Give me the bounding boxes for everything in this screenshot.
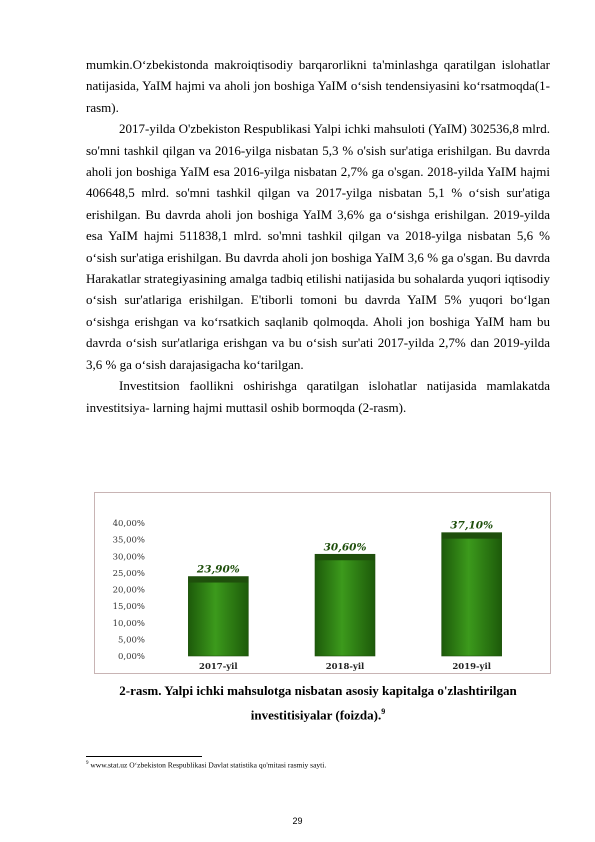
y-tick-label: 5,00% <box>117 635 145 646</box>
bar-data-label: 30,60% <box>323 541 367 554</box>
paragraph-1: mumkin.O‘zbekistonda makroiqtisodiy barqarorlikni ta'minlashga qaratilgan islohatlar natijasida, YaIM hajmi va aholi jon boshiga YaIM o‘sish tendensiyasini ko‘rsatmoqda(1-rasm). <box>86 57 550 115</box>
caption-text: 2-rasm. Yalpi ichki mahsulotga nisbatan asosiy kapitalga o'zlashtirilgan investitisiyalar (foizda). <box>119 683 517 723</box>
bar-chart-svg <box>95 493 550 673</box>
y-tick-label: 15,00% <box>112 602 145 613</box>
caption-footnote-ref: 9 <box>381 707 386 717</box>
footnote-text: www.stat.uz O‘zbekiston Respublikasi Davlat statistika qo'mitasi rasmiy sayti. <box>90 760 327 770</box>
investment-chart <box>94 492 551 674</box>
x-tick-label: 2018-yil <box>325 662 365 672</box>
y-tick-label: 40,00% <box>112 519 145 529</box>
body-text <box>86 54 550 418</box>
bar <box>315 554 375 656</box>
y-tick-label: 20,00% <box>112 585 145 596</box>
y-axis <box>113 519 145 662</box>
bar-cap <box>315 554 375 560</box>
x-tick-label: 2017-yil <box>199 662 238 672</box>
figure-caption <box>86 680 550 726</box>
bars-group <box>188 520 501 656</box>
bar <box>188 577 248 656</box>
y-tick-label: 10,00% <box>112 618 145 629</box>
y-tick-label: 35,00% <box>112 535 145 546</box>
footnote-divider <box>86 756 202 757</box>
page-number: 29 <box>292 816 303 826</box>
footnote-number: 9 <box>86 761 89 766</box>
y-tick-label: 25,00% <box>112 568 145 579</box>
bar <box>442 533 502 656</box>
x-axis <box>199 662 492 672</box>
x-tick-label: 2019-yil <box>452 662 491 672</box>
bar-data-label: 37,10% <box>450 519 494 532</box>
y-tick-label: 0,00% <box>117 652 145 662</box>
bar-cap <box>188 577 248 583</box>
bar-data-label: 23,90% <box>196 563 240 576</box>
footnote <box>86 759 326 771</box>
bar-cap <box>442 533 502 539</box>
paragraph-2: 2017-yilda O'zbekiston Respublikasi Yalpi ichki mahsuloti (YaIM) 302536,8 mlrd. so'mni tashkil qilgan va 2016-yilga nisbatan 5,3 % o'sish sur'atiga erishilgan. Bu davrda aholi jon boshiga YaIM esa 2016-yilga nisbatan 2,7% ga o'sgan. 2018-yilda YaIM hajmi 406648,5 mlrd. so'mni tashkil qilgan va 2017-yilga nisbatan 5,1 % o‘sish sur'atiga erishilgan. Bu davrda aholi jon boshiga YaIM 3,6% ga o‘sishga erishilgan. 2019-yilda esa YaIM hajmi 511838,1 mlrd. so'mni tashkil qilgan va 2018-yilga nisbatan 5,6 % o‘sish sur'atiga erishilgan. Bu davrda aholi jon boshiga YaIM 3,6 % ga o'sgan. Bu davrda Harakatlar strategiyasining amalga tadbiq etilishi natijasida bu sohalarda yuqori iqtisodiy o‘sish sur'atlariga erishilgan. E'tiborli tomoni bu davrda YaIM 5% yuqori bo‘lgan o‘sishga erishgan va ko‘rsatkich saqlanib qolmoqda. Aholi jon boshiga YaIM ham bu davrda o‘sish sur'atlariga erishgan va bu o‘sish sur'ati 2017-yilda 2,7% dan 2019-yilda 3,6 % ga o‘sish darajasigacha ko‘tarilgan. <box>86 121 550 372</box>
paragraph-3: Investitsion faollikni oshirishga qaratilgan islohatlar natijasida mamlakatda investitsiya- larning hajmi muttasil oshib bormoqda (2-rasm). <box>86 378 550 415</box>
y-tick-label: 30,00% <box>112 552 145 563</box>
